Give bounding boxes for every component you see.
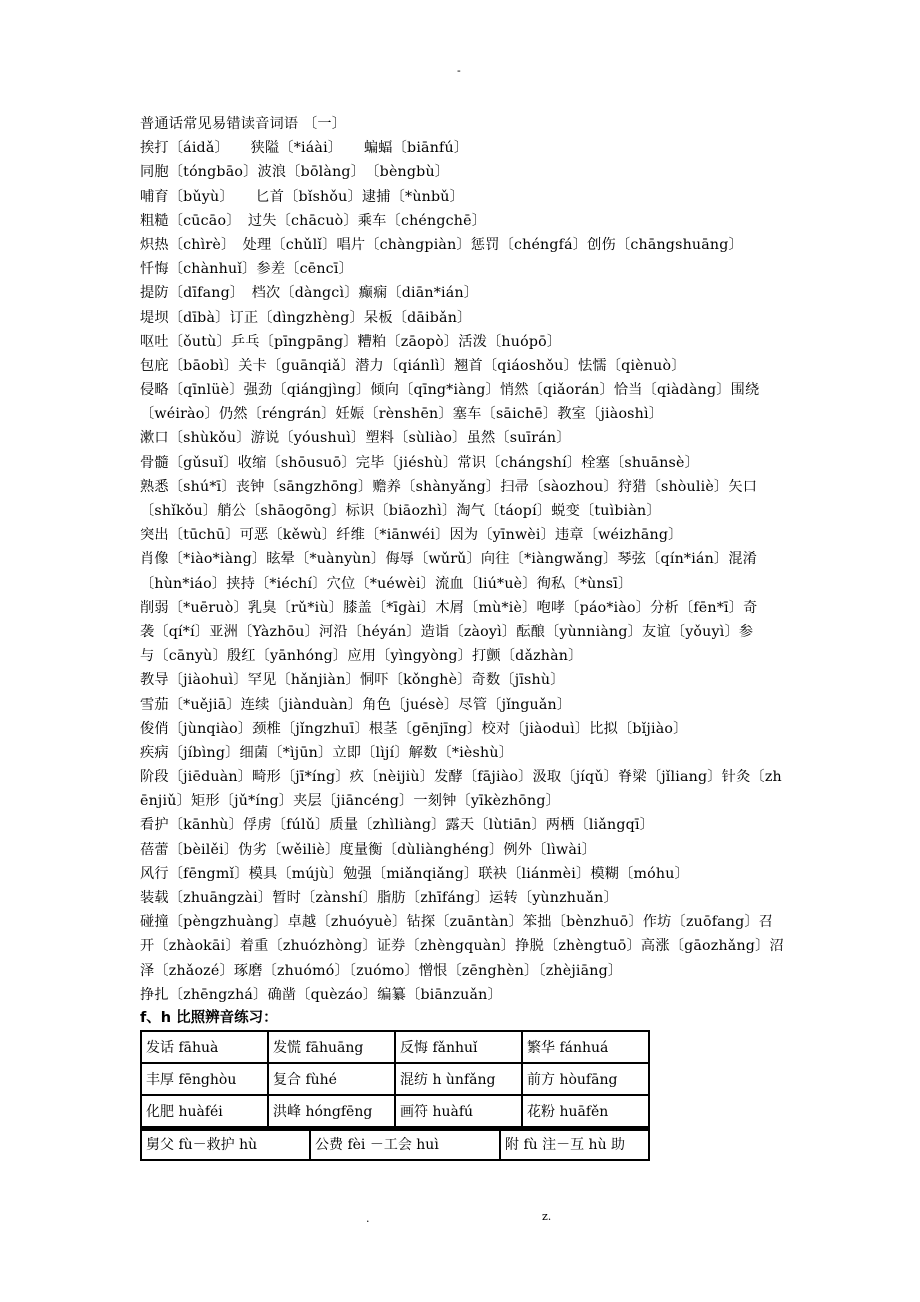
word-line: 提防〔dīfang〕 档次〔dàngcì〕癫痫〔diān*ián〕 (140, 285, 479, 302)
header-mark: - (457, 64, 461, 77)
word-line: 炽热〔chìrè〕 处理〔chǔlǐ〕唱片〔chàngpiàn〕惩罚〔chéngfá〕创伤〔chāngshuāng〕 (140, 236, 743, 253)
word-line: 堤坝〔dībà〕订正〔dìngzhèng〕呆板〔dāibǎn〕 (140, 309, 472, 326)
pronunciation-table (140, 1030, 650, 1128)
word-line: 装载〔zhuāngzài〕暂时〔zànshí〕脂肪〔zhīfáng〕运转〔yùnzhuǎn〕 (140, 890, 618, 906)
word-line: 削弱〔*uēruò〕乳臭〔rǔ*iù〕膝盖〔*īgài〕木屑〔mù*iè〕咆哮〔páo*iào〕分析〔fēn*ī〕奇 (140, 599, 758, 616)
word-line: 碰撞〔pèngzhuàng〕卓越〔zhuóyuè〕钻探〔zuāntàn〕笨拙〔bènzhuō〕作坊〔zuōfang〕召 (140, 914, 774, 931)
document-title: 普通话常见易错读音词语 〔一〕 (140, 116, 347, 132)
word-line: 包庇〔bāobì〕关卡〔guānqiǎ〕潜力〔qiánlì〕翘首〔qiáoshǒu〕怯懦〔qiènuò〕 (140, 357, 686, 374)
word-line: 挣扎〔zhēngzhá〕确凿〔quèzáo〕编纂〔biānzuǎn〕 (140, 986, 502, 1003)
word-line: ēnjiǔ〕矩形〔jǔ*íng〕夹层〔jiāncéng〕一刻钟〔yīkèzhōng〕 (140, 793, 561, 810)
comparison-row (140, 1128, 650, 1161)
comparison-cell: 舅父 fù－救护 hù (142, 1131, 311, 1159)
word-line: 同胞〔tóngbāo〕波浪〔bōlàng〕 〔bèngbù〕 (140, 164, 450, 181)
word-line: 呕吐〔ǒutù〕乒乓〔pīngpāng〕糟粕〔zāopò〕活泼〔huópō〕 (140, 333, 562, 350)
word-line: 看护〔kānhù〕俘虏〔fúlǔ〕质量〔zhìliàng〕露天〔lùtiān〕两栖〔liǎngqī〕 (140, 817, 655, 834)
word-line: 疾病〔jíbìng〕细菌〔*ìjūn〕立即〔lìjí〕解数〔*ièshù〕 (140, 744, 514, 761)
comparison-cell: 附 fù 注－互 hù 助 (505, 1136, 626, 1153)
table-cell: 花粉 huāfěn (522, 1095, 649, 1127)
table-cell: 丰厚 fēnghòu (141, 1063, 268, 1095)
word-line: 粗糙〔cūcāo〕 过失〔chācuò〕乘车〔chéngchē〕 (140, 212, 487, 229)
word-line: 〔wéirào〕仍然〔réngrán〕妊娠〔rènshēn〕塞车〔sāichē〕教室〔jiàoshì〕 (140, 406, 664, 423)
word-line: 〔shǐkǒu〕艄公〔shāogōng〕标识〔biāozhì〕淘气〔táopí〕蜕变〔tuìbiàn〕 (140, 503, 661, 519)
word-line: 突出〔tūchū〕可恶〔kěwù〕纤维〔*iānwéi〕因为〔yīnwèi〕违章〔wéizhāng〕 (140, 527, 683, 544)
word-line: 熟悉〔shú*ī〕丧钟〔sāngzhōng〕赡养〔shànyǎng〕扫帚〔sàozhou〕狩猎〔shòuliè〕矢口 (140, 478, 758, 495)
table-cell: 复合 fùhé (268, 1063, 395, 1095)
table-cell: 混纺 h ùnfǎng (395, 1063, 522, 1095)
word-line: 漱口〔shùkǒu〕游说〔yóushuì〕塑料〔sùliào〕虽然〔suīrán〕 (140, 430, 571, 447)
table-cell: 繁华 fánhuá (522, 1031, 649, 1063)
word-line: 雪茄〔*uějiā〕连续〔jiànduàn〕角色〔juésè〕尽管〔jǐnguǎn〕 (140, 696, 572, 713)
word-line: 侵略〔qīnlüè〕强劲〔qiángjìng〕倾向〔qīng*iàng〕悄然〔qiǎorán〕恰当〔qiàdàng〕围绕 (140, 382, 760, 399)
table-row (141, 1063, 649, 1095)
table-cell: 反悔 fǎnhuǐ (395, 1031, 522, 1063)
table-cell: 发话 fāhuà (141, 1031, 268, 1063)
word-line: 风行〔fēngmǐ〕模具〔mújù〕勉强〔miǎnqiǎng〕联袂〔liánmèi〕模糊〔móhu〕 (140, 865, 689, 882)
table-row (141, 1095, 649, 1127)
word-line: 忏悔〔chànhuǐ〕参差〔cēncī〕 (140, 261, 353, 278)
word-line: 教导〔jiàohuì〕罕见〔hǎnjiàn〕恫吓〔kǒnghè〕奇数〔jīshù〕 (140, 672, 565, 689)
word-line: 〔hùn*iáo〕挟持〔*iéchí〕穴位〔*uéwèi〕流血〔liú*uè〕徇私〔*ùnsī〕 (140, 575, 633, 592)
word-line: 泽〔zhǎozé〕琢磨〔zhuómó〕〔zuómo〕憎恨〔zēnghèn〕〔zhèjiāng〕 (140, 962, 623, 979)
table-row (141, 1031, 649, 1063)
footer-left-mark: . (366, 1212, 370, 1225)
section-heading: f、h 比照辨音练习： (140, 1009, 278, 1026)
comparison-cell: 公费 fèi －工会 huì (311, 1131, 501, 1159)
table-cell: 前方 hòufāng (522, 1063, 649, 1095)
word-line: 俊俏〔jùnqiào〕颈椎〔jǐngzhuī〕根茎〔gēnjīng〕校对〔jiàoduì〕比拟〔bǐjiào〕 (140, 720, 688, 737)
table-cell: 画符 huàfú (395, 1095, 522, 1127)
word-line: 开〔zhàokāi〕着重〔zhuózhòng〕证券〔zhèngquàn〕挣脱〔zhèngtuō〕高涨〔gāozhǎng〕沼 (140, 938, 784, 955)
table-cell: 化肥 huàféi (141, 1095, 268, 1127)
word-line: 阶段〔jiēduàn〕畸形〔jī*íng〕疚〔nèijiù〕发酵〔fājiào〕汲取〔jíqǔ〕脊梁〔jǐliang〕针灸〔zh (140, 769, 782, 786)
table-cell: 洪峰 hóngfēng (268, 1095, 395, 1127)
word-line: 蓓蕾〔bèilěi〕伪劣〔wěiliè〕度量衡〔dùliànghéng〕例外〔lìwài〕 (140, 841, 597, 858)
word-list (140, 136, 790, 1007)
word-line: 骨髓〔gǔsuǐ〕收缩〔shōusuō〕完毕〔jiéshù〕常识〔chángshí〕栓塞〔shuānsè〕 (140, 454, 700, 471)
table-cell: 发慌 fāhuāng (268, 1031, 395, 1063)
word-line: 袭〔qí*í〕亚洲〔Yàzhōu〕河沿〔héyán〕造诣〔zàoyì〕酝酿〔yùnniàng〕友谊〔yǒuyì〕参 (140, 623, 754, 640)
word-line: 与〔cānyù〕殷红〔yānhóng〕应用〔yìngyòng〕打颤〔dǎzhàn〕 (140, 648, 583, 665)
word-line: 挨打〔áidǎ〕 狭隘〔*iáài〕 蝙蝠〔biānfú〕 (140, 140, 469, 157)
word-line: 肖像〔*iào*iàng〕眩晕〔*uànyùn〕侮辱〔wǔrǔ〕向往〔*iàngwǎng〕琴弦〔qín*ián〕混淆 (140, 551, 758, 568)
word-line: 哺育〔bǔyù〕 匕首〔bǐshǒu〕逮捕〔*ùnbǔ〕 (140, 188, 465, 205)
document-body (140, 112, 790, 1161)
footer-right-mark: z. (542, 1210, 552, 1223)
